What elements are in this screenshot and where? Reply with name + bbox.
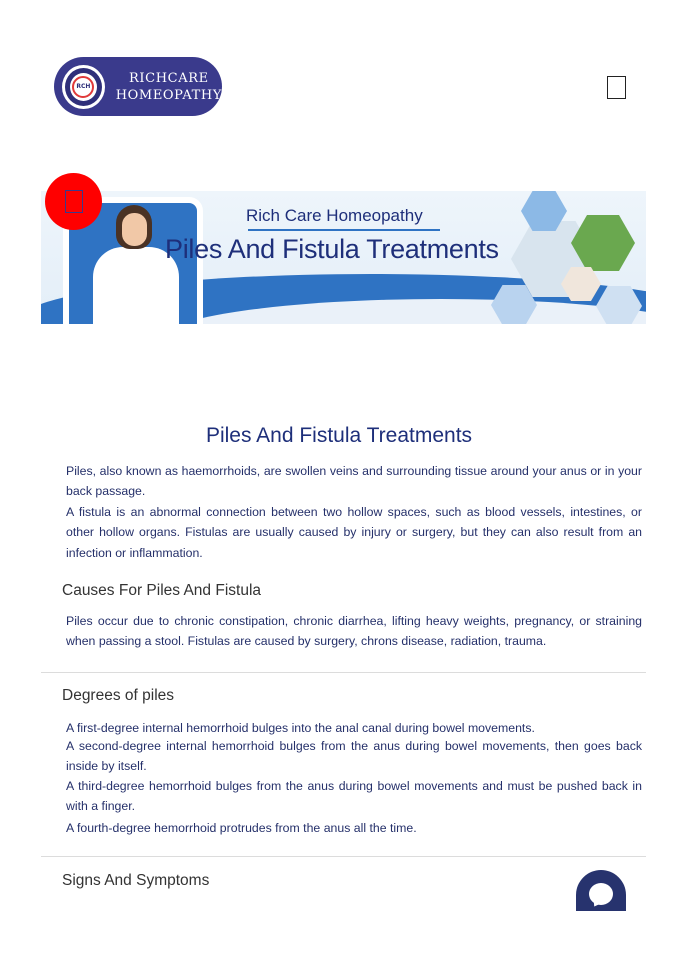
logo-badge-text: RCH (72, 76, 94, 98)
intro-piles: Piles, also known as haemorrhoids, are swollen veins and surrounding tissue around your anus or in your back passage. (66, 464, 642, 499)
page-title: Piles And Fistula Treatments (205, 424, 473, 447)
square-icon (65, 190, 83, 213)
floating-red-button[interactable] (45, 173, 102, 230)
chat-button[interactable] (576, 870, 626, 911)
degree-2: A second-degree internal hemorrhoid bulges from the anus during bowel movements, then goes back inside by itself. (66, 739, 642, 774)
site-logo[interactable] (54, 57, 222, 116)
degree-1: A first-degree internal hemorrhoid bulges into the anal canal during bowel movements. (66, 721, 535, 735)
degrees-heading: Degrees of piles (62, 687, 175, 704)
degree-3: A third-degree hemorrhoid bulges from the anus during bowel movements and must be pushed back in with a finger. (66, 779, 642, 814)
hero-banner (41, 191, 646, 324)
banner-title: Piles And Fistula Treatments (165, 234, 499, 264)
logo-line-1: RICHCARE (129, 70, 209, 86)
banner-brand: Rich Care Homeopathy (246, 206, 423, 225)
symptoms-heading: Signs And Symptoms (62, 872, 210, 889)
doctor-face (122, 213, 147, 246)
banner-brand-underline (248, 229, 440, 231)
section-divider (41, 856, 646, 857)
logo-text (116, 70, 222, 104)
causes-heading: Causes For Piles And Fistula (62, 582, 262, 599)
logo-line-2: HOMEOPATHY (115, 87, 222, 103)
logo-badge-icon (59, 62, 108, 112)
intro-fistula: A fistula is an abnormal connection between two hollow spaces, such as blood vessels, intestines, or other hollow organs. Fistulas are usually caused by injury or surgery, but they can also result from an infection or inflammation. (66, 505, 642, 560)
section-divider (41, 672, 646, 673)
degree-4: A fourth-degree hemorrhoid protrudes from the anus all the time. (66, 821, 417, 835)
causes-text: Piles occur due to chronic constipation, chronic diarrhea, lifting heavy weights, pregnancy, or straining when passing a stool. Fistulas are caused by surgery, chrons disease, radiation, trauma. (66, 614, 642, 649)
menu-icon[interactable] (607, 76, 626, 99)
